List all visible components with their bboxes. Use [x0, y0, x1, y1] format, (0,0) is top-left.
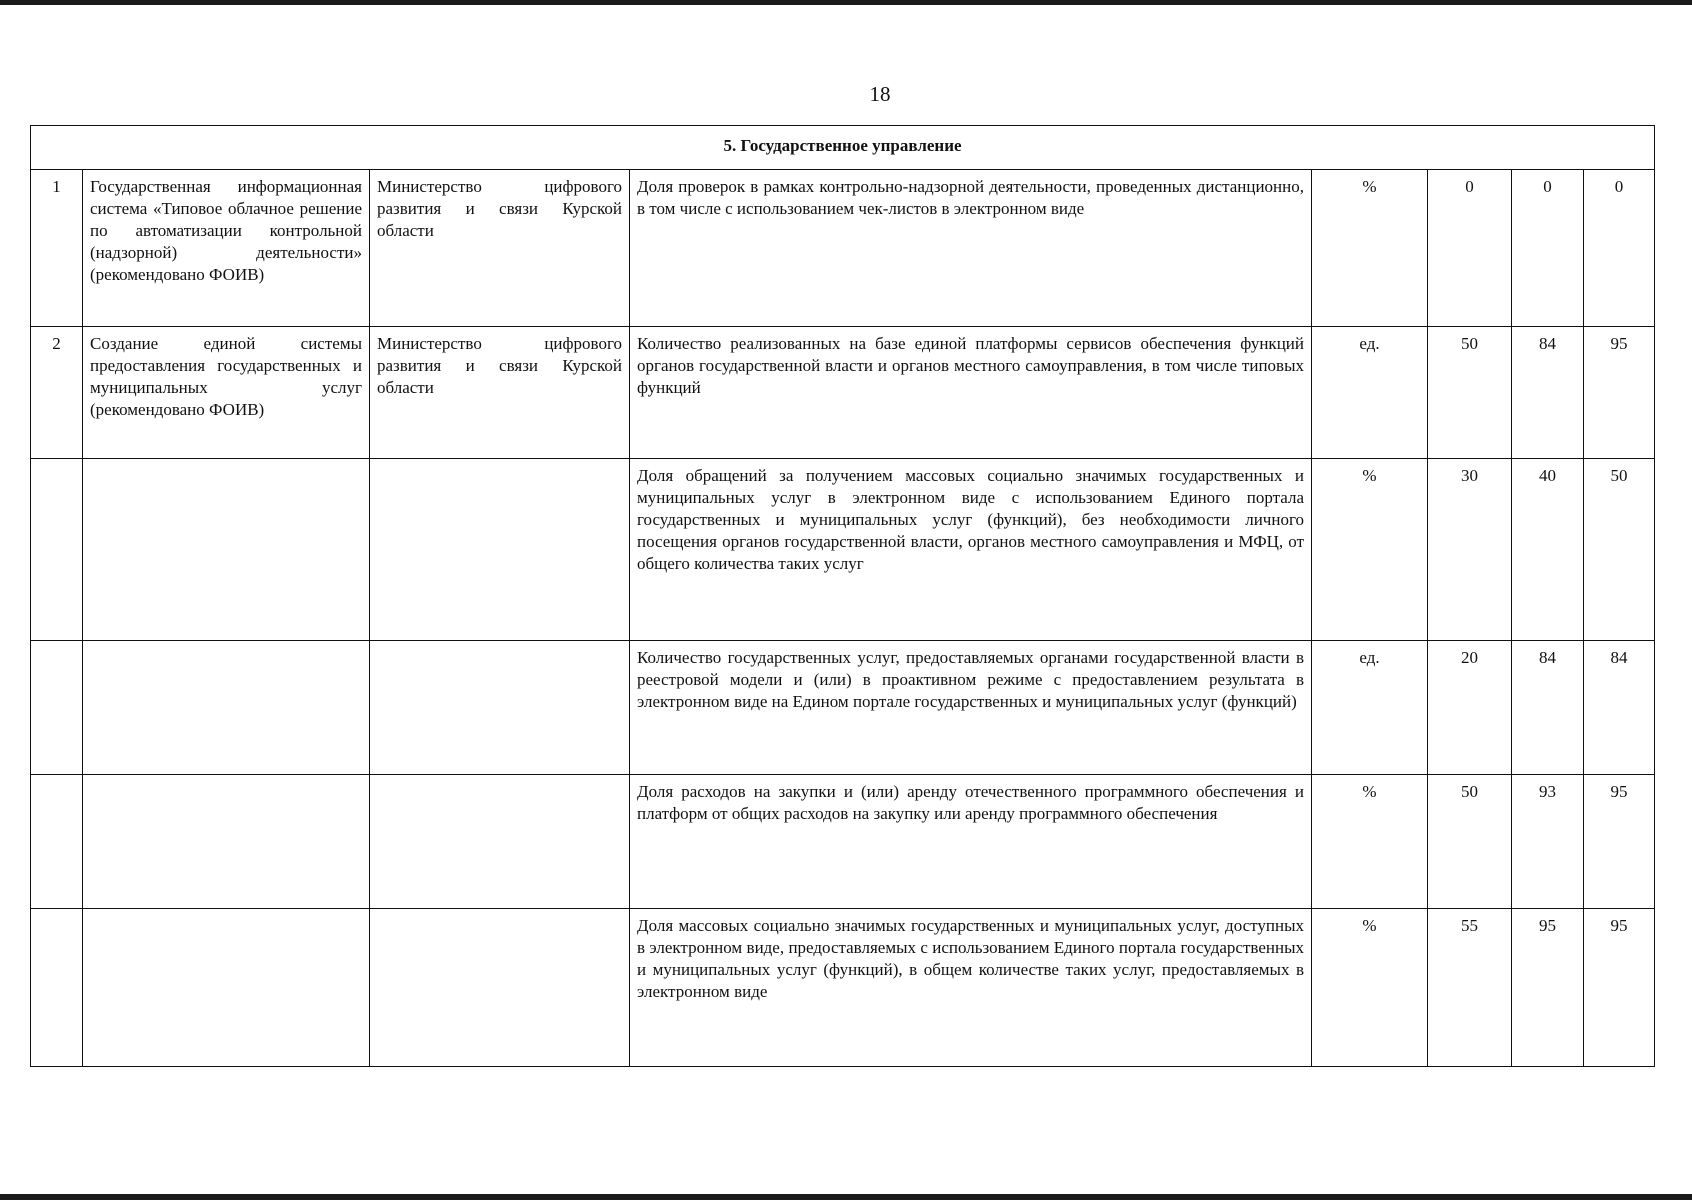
- project-name: Создание единой системы предоставления государственных и муниципальных услуг (рекомендовано ФОИВ): [83, 327, 370, 459]
- value-3: 84: [1584, 641, 1655, 775]
- unit: %: [1312, 775, 1428, 909]
- value-1: 20: [1428, 641, 1512, 775]
- unit: ед.: [1312, 641, 1428, 775]
- value-3: 95: [1584, 775, 1655, 909]
- value-2: 84: [1512, 641, 1584, 775]
- value-2: 93: [1512, 775, 1584, 909]
- unit: %: [1312, 459, 1428, 641]
- row-number: 1: [31, 170, 83, 327]
- scan-edge-top: [0, 0, 1692, 5]
- value-3: 0: [1584, 170, 1655, 327]
- responsible-org: [370, 641, 630, 775]
- row-number: [31, 775, 83, 909]
- value-1: 50: [1428, 775, 1512, 909]
- indicator-text: Доля обращений за получением массовых социально значимых государственных и муниципальных услуг в электронном виде с использованием Единого портала государственных и муниципальных услуг (функций), без необходимости личного посещения органов государственной власти, органов местного самоуправления и МФЦ, от общего количества таких услуг: [630, 459, 1312, 641]
- value-3: 95: [1584, 327, 1655, 459]
- table-row: [31, 170, 1655, 327]
- section-title: 5. Государственное управление: [31, 126, 1655, 170]
- project-name: [83, 641, 370, 775]
- table-row: [31, 459, 1655, 641]
- row-number: [31, 459, 83, 641]
- value-2: 40: [1512, 459, 1584, 641]
- indicator-text: Количество реализованных на базе единой платформы сервисов обеспечения функций органов государственной власти и органов местного самоуправления, в том числе типовых функций: [630, 327, 1312, 459]
- responsible-org: [370, 909, 630, 1067]
- indicators-table: [30, 125, 1655, 1067]
- unit: ед.: [1312, 327, 1428, 459]
- unit: %: [1312, 170, 1428, 327]
- table-row: [31, 775, 1655, 909]
- responsible-org: [370, 775, 630, 909]
- responsible-org: Министерство цифрового развития и связи Курской области: [370, 170, 630, 327]
- indicator-text: Доля массовых социально значимых государственных и муниципальных услуг, доступных в электронном виде, предоставляемых с использованием Единого портала государственных и муниципальных услуг (функций), в общем количестве таких услуг, предоставляемых в электронном виде: [630, 909, 1312, 1067]
- value-1: 50: [1428, 327, 1512, 459]
- value-2: 95: [1512, 909, 1584, 1067]
- responsible-org: [370, 459, 630, 641]
- table-row: [31, 327, 1655, 459]
- project-name: Государственная информационная система «Типовое облачное решение по автоматизации контрольной (надзорной) деятельности» (рекомендовано ФОИВ): [83, 170, 370, 327]
- value-1: 0: [1428, 170, 1512, 327]
- indicator-text: Количество государственных услуг, предоставляемых органами государственной власти в реестровой модели и (или) в проактивном режиме с предоставлением результата в электронном виде на Едином портале государственных и муниципальных услуг (функций): [630, 641, 1312, 775]
- table-row: [31, 641, 1655, 775]
- value-1: 55: [1428, 909, 1512, 1067]
- project-name: [83, 775, 370, 909]
- section-header-row: [31, 126, 1655, 170]
- project-name: [83, 459, 370, 641]
- row-number: [31, 641, 83, 775]
- row-number: [31, 909, 83, 1067]
- value-3: 50: [1584, 459, 1655, 641]
- unit: %: [1312, 909, 1428, 1067]
- indicator-text: Доля расходов на закупки и (или) аренду отечественного программного обеспечения и платформ от общих расходов на закупку или аренду программного обеспечения: [630, 775, 1312, 909]
- value-1: 30: [1428, 459, 1512, 641]
- table-row: [31, 909, 1655, 1067]
- indicator-text: Доля проверок в рамках контрольно-надзорной деятельности, проведенных дистанционно, в том числе с использованием чек-листов в электронном виде: [630, 170, 1312, 327]
- value-2: 84: [1512, 327, 1584, 459]
- project-name: [83, 909, 370, 1067]
- value-3: 95: [1584, 909, 1655, 1067]
- value-2: 0: [1512, 170, 1584, 327]
- scan-edge-bottom: [0, 1194, 1692, 1200]
- page-number: 18: [869, 82, 891, 106]
- responsible-org: Министерство цифрового развития и связи Курской области: [370, 327, 630, 459]
- row-number: 2: [31, 327, 83, 459]
